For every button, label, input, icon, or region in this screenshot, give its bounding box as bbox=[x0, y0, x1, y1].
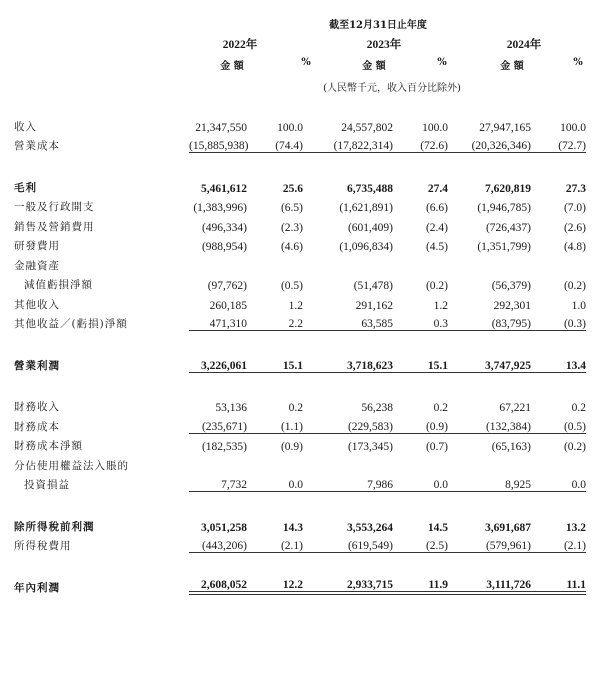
percent-cell bbox=[531, 134, 586, 154]
amount-header-2023: 金 額 bbox=[362, 61, 386, 72]
table-row bbox=[14, 134, 586, 154]
percent-cell bbox=[247, 414, 303, 434]
amount-cell bbox=[448, 414, 531, 434]
cell-value: 14.5 bbox=[427, 521, 448, 534]
cell-value: (0.2) bbox=[425, 280, 448, 292]
amount-cell bbox=[189, 195, 247, 215]
cell-value: (20,326,346) bbox=[448, 140, 531, 153]
percent-cell bbox=[393, 253, 448, 273]
percent-cell bbox=[393, 434, 448, 454]
cell-value: 3,718,623 bbox=[303, 360, 393, 373]
amount-cell bbox=[189, 114, 247, 134]
row-label: 所得稅費用 bbox=[14, 540, 72, 552]
row-label: 一般及行政開支 bbox=[14, 201, 95, 213]
unit-note: (人民幣千元，收入百分比除外) bbox=[323, 83, 461, 94]
amount-cell bbox=[448, 353, 531, 373]
table-row bbox=[14, 273, 586, 293]
spacer-cell bbox=[14, 553, 586, 575]
cell-value: 0.0 bbox=[247, 479, 303, 492]
percent-cell bbox=[393, 395, 448, 415]
amount-cell bbox=[303, 134, 393, 154]
percent-cell bbox=[393, 214, 448, 234]
cell-value: 291,162 bbox=[355, 299, 393, 312]
amount-cell bbox=[448, 534, 531, 554]
percent-cell bbox=[247, 195, 303, 215]
cell-value: 0.0 bbox=[531, 479, 586, 492]
percent-cell bbox=[531, 214, 586, 234]
percent-cell bbox=[247, 434, 303, 454]
percent-cell bbox=[531, 453, 586, 473]
cell-value: (0.7) bbox=[425, 441, 448, 453]
cell-value: (65,163) bbox=[491, 441, 531, 453]
cell-value: 14.3 bbox=[282, 521, 303, 534]
cell-value: (132,384) bbox=[448, 421, 531, 434]
cell-value: (72.6) bbox=[393, 140, 448, 153]
percent-cell bbox=[247, 312, 303, 332]
cell-value: (0.2) bbox=[563, 441, 586, 453]
amount-cell bbox=[303, 514, 393, 534]
row-label: 金融資產 bbox=[14, 259, 60, 272]
percent-cell bbox=[247, 514, 303, 534]
amount-cell bbox=[448, 175, 531, 195]
pct-header-2024: % bbox=[573, 57, 583, 68]
percent-cell bbox=[531, 473, 586, 493]
cell-value: (51,478) bbox=[353, 280, 393, 292]
cell-value: (2.6) bbox=[563, 221, 586, 234]
table-row bbox=[14, 195, 586, 215]
cell-value: 1.0 bbox=[571, 299, 586, 312]
row-label: 財務收入 bbox=[14, 401, 60, 413]
percent-cell bbox=[531, 114, 586, 134]
cell-value: 7,620,819 bbox=[485, 182, 531, 195]
cell-value: (1,383,996) bbox=[193, 202, 247, 214]
percent-cell bbox=[531, 175, 586, 195]
cell-value: (0.5) bbox=[531, 421, 586, 434]
percent-cell bbox=[531, 534, 586, 554]
year-header-2023: 2023年 bbox=[366, 39, 402, 51]
amount-cell bbox=[448, 253, 531, 273]
percent-cell bbox=[531, 414, 586, 434]
cell-value: (726,437) bbox=[485, 221, 531, 234]
row-label: 年內利潤 bbox=[14, 581, 60, 594]
amount-cell bbox=[448, 234, 531, 254]
cell-value: (1,351,799) bbox=[477, 241, 531, 253]
amount-cell bbox=[303, 114, 393, 134]
cell-value: (72.7) bbox=[531, 140, 586, 153]
percent-cell bbox=[531, 434, 586, 454]
cell-value: (496,334) bbox=[201, 221, 247, 234]
percent-cell bbox=[393, 114, 448, 134]
cell-value: (1,096,834) bbox=[339, 241, 393, 253]
percent-cell bbox=[393, 175, 448, 195]
cell-value: 8,925 bbox=[448, 479, 531, 492]
percent-cell bbox=[531, 273, 586, 293]
cell-value: 1.2 bbox=[288, 299, 303, 312]
amount-cell bbox=[448, 514, 531, 534]
cell-value: (2.4) bbox=[425, 221, 448, 234]
table-row bbox=[14, 292, 586, 312]
amount-cell bbox=[303, 434, 393, 454]
percent-cell bbox=[531, 514, 586, 534]
period-header: 截至12月31日止年度 bbox=[329, 20, 427, 31]
cell-value: 3,226,061 bbox=[189, 360, 247, 373]
table-row bbox=[14, 312, 586, 332]
pct-header-2023: % bbox=[437, 57, 447, 68]
cell-value: 292,301 bbox=[493, 299, 531, 312]
cell-value: (83,795) bbox=[448, 318, 531, 331]
cell-value: (601,409) bbox=[347, 221, 393, 234]
percent-cell bbox=[393, 575, 448, 595]
amount-cell bbox=[189, 214, 247, 234]
cell-value: (15,885,938) bbox=[189, 140, 249, 152]
amount-cell bbox=[303, 453, 393, 473]
amount-cell bbox=[448, 473, 531, 493]
cell-value: (988,954) bbox=[201, 241, 247, 253]
cell-value: 7,732 bbox=[189, 479, 247, 492]
percent-cell bbox=[531, 353, 586, 373]
percent-cell bbox=[531, 292, 586, 312]
percent-cell bbox=[393, 473, 448, 493]
cell-value: (235,671) bbox=[189, 421, 247, 434]
percent-cell bbox=[247, 253, 303, 273]
percent-cell bbox=[247, 395, 303, 415]
cell-value: (2.5) bbox=[393, 540, 448, 553]
amount-cell bbox=[303, 195, 393, 215]
table-row bbox=[14, 234, 586, 254]
amount-cell bbox=[189, 253, 247, 273]
cell-value: (1,946,785) bbox=[477, 202, 531, 214]
cell-value: (2.1) bbox=[531, 540, 586, 553]
amount-cell bbox=[189, 234, 247, 254]
amount-cell bbox=[303, 575, 393, 595]
percent-cell bbox=[247, 273, 303, 293]
cell-value: 0.2 bbox=[433, 402, 448, 414]
percent-cell bbox=[247, 175, 303, 195]
cell-value: 24,557,802 bbox=[341, 121, 393, 134]
percent-cell bbox=[393, 353, 448, 373]
row-label: 銷售及營銷費用 bbox=[14, 220, 95, 233]
cell-value: (0.2) bbox=[563, 280, 586, 292]
cell-value: (0.9) bbox=[393, 421, 448, 434]
cell-value: 3,747,925 bbox=[448, 360, 531, 373]
amount-cell bbox=[448, 312, 531, 332]
cell-value: (74.4) bbox=[247, 140, 303, 153]
cell-value: 15.1 bbox=[393, 360, 448, 373]
row-label: 減值虧損淨額 bbox=[24, 279, 93, 291]
spacer-row bbox=[14, 331, 586, 353]
amount-cell bbox=[448, 134, 531, 154]
cell-value: 63,585 bbox=[303, 318, 393, 331]
cell-value: (6.5) bbox=[280, 202, 303, 214]
percent-cell bbox=[393, 534, 448, 554]
amount-cell bbox=[189, 575, 247, 595]
percent-cell bbox=[247, 575, 303, 595]
pct-header-2022: % bbox=[301, 57, 311, 68]
amount-cell bbox=[189, 453, 247, 473]
amount-cell bbox=[448, 434, 531, 454]
percent-cell bbox=[247, 534, 303, 554]
table-row bbox=[14, 534, 586, 554]
amount-cell bbox=[303, 292, 393, 312]
cell-value: 471,310 bbox=[189, 318, 247, 331]
amount-cell bbox=[303, 175, 393, 195]
row-label: 投資損益 bbox=[24, 479, 70, 491]
row-label: 分佔使用權益法入賬的 bbox=[14, 459, 129, 472]
cell-value: 53,136 bbox=[215, 402, 247, 414]
cell-value: 27.4 bbox=[427, 182, 448, 195]
amount-cell bbox=[448, 292, 531, 312]
cell-value: 0.3 bbox=[393, 318, 448, 331]
cell-value: (229,583) bbox=[303, 421, 393, 434]
cell-value: (579,961) bbox=[448, 540, 531, 553]
spacer-row bbox=[14, 553, 586, 575]
percent-cell bbox=[531, 395, 586, 415]
cell-value: 7,986 bbox=[303, 479, 393, 492]
amount-cell bbox=[448, 195, 531, 215]
percent-cell bbox=[531, 253, 586, 273]
table-row bbox=[14, 395, 586, 415]
percent-cell bbox=[531, 195, 586, 215]
spacer-row bbox=[14, 492, 586, 514]
amount-cell bbox=[303, 214, 393, 234]
year-header-2022: 2022年 bbox=[222, 39, 258, 51]
amount-cell bbox=[303, 234, 393, 254]
income-statement-table bbox=[14, 114, 586, 595]
cell-value: 2,608,052 bbox=[189, 579, 247, 595]
amount-cell bbox=[448, 273, 531, 293]
percent-cell bbox=[393, 292, 448, 312]
spacer-row bbox=[14, 153, 586, 175]
amount-cell bbox=[448, 114, 531, 134]
amount-header-2024: 金 額 bbox=[500, 61, 524, 72]
cell-value: (0.9) bbox=[280, 441, 303, 453]
row-label: 毛利 bbox=[14, 181, 37, 194]
percent-cell bbox=[393, 273, 448, 293]
cell-value: 12.2 bbox=[247, 579, 303, 595]
amount-cell bbox=[303, 414, 393, 434]
cell-value: 100.0 bbox=[277, 121, 303, 134]
percent-cell bbox=[247, 473, 303, 493]
cell-value: (173,345) bbox=[347, 441, 393, 453]
amount-cell bbox=[189, 473, 247, 493]
cell-value: 21,347,550 bbox=[195, 121, 247, 134]
amount-cell bbox=[303, 353, 393, 373]
percent-cell bbox=[393, 134, 448, 154]
row-label: 營業成本 bbox=[14, 140, 60, 152]
amount-cell bbox=[189, 273, 247, 293]
amount-cell bbox=[303, 473, 393, 493]
amount-cell bbox=[189, 175, 247, 195]
cell-value: (56,379) bbox=[491, 280, 531, 292]
cell-value: (0.3) bbox=[531, 318, 586, 331]
row-label: 其他收益／(虧損)淨額 bbox=[14, 318, 128, 330]
cell-value: 3,051,258 bbox=[201, 521, 247, 534]
cell-value: 6,735,488 bbox=[347, 182, 393, 195]
amount-cell bbox=[448, 453, 531, 473]
spacer-cell bbox=[14, 373, 586, 395]
percent-cell bbox=[531, 575, 586, 595]
amount-cell bbox=[448, 214, 531, 234]
cell-value: 2,933,715 bbox=[303, 579, 393, 595]
cell-value: (1.1) bbox=[247, 421, 303, 434]
percent-cell bbox=[531, 234, 586, 254]
percent-cell bbox=[247, 134, 303, 154]
cell-value: 11.1 bbox=[531, 579, 586, 595]
percent-cell bbox=[393, 414, 448, 434]
table-row bbox=[14, 175, 586, 195]
percent-cell bbox=[393, 453, 448, 473]
year-header-2024: 2024年 bbox=[506, 39, 542, 51]
table-row bbox=[14, 353, 586, 373]
cell-value: 0.2 bbox=[288, 402, 303, 414]
cell-value: (97,762) bbox=[207, 280, 247, 292]
row-label: 財務成本 bbox=[14, 420, 60, 433]
percent-cell bbox=[247, 114, 303, 134]
table-row bbox=[14, 114, 586, 134]
cell-value: 260,185 bbox=[209, 299, 247, 312]
percent-cell bbox=[393, 312, 448, 332]
percent-cell bbox=[393, 514, 448, 534]
row-label: 其他收入 bbox=[14, 298, 60, 311]
percent-cell bbox=[247, 292, 303, 312]
amount-cell bbox=[189, 134, 247, 154]
amount-cell bbox=[189, 353, 247, 373]
cell-value: (2.3) bbox=[280, 221, 303, 234]
amount-cell bbox=[189, 534, 247, 554]
table-row bbox=[14, 575, 586, 595]
amount-cell bbox=[303, 395, 393, 415]
cell-value: (17,822,314) bbox=[303, 140, 393, 153]
cell-value: 5,461,612 bbox=[201, 182, 247, 195]
spacer-cell bbox=[14, 331, 586, 353]
amount-header-2022: 金 額 bbox=[220, 61, 244, 72]
row-label: 財務成本淨額 bbox=[14, 440, 83, 452]
percent-cell bbox=[247, 214, 303, 234]
amount-cell bbox=[303, 312, 393, 332]
table-row bbox=[14, 434, 586, 454]
amount-cell bbox=[189, 395, 247, 415]
amount-cell bbox=[448, 575, 531, 595]
amount-cell bbox=[448, 395, 531, 415]
amount-cell bbox=[303, 253, 393, 273]
cell-value: (2.1) bbox=[247, 540, 303, 553]
cell-value: (7.0) bbox=[563, 202, 586, 214]
amount-cell bbox=[189, 312, 247, 332]
percent-cell bbox=[393, 195, 448, 215]
amount-cell bbox=[189, 434, 247, 454]
table-row bbox=[14, 453, 586, 473]
percent-cell bbox=[247, 353, 303, 373]
cell-value: (619,549) bbox=[303, 540, 393, 553]
cell-value: (4.6) bbox=[280, 241, 303, 253]
percent-cell bbox=[531, 312, 586, 332]
cell-value: 56,238 bbox=[361, 402, 393, 414]
cell-value: 0.2 bbox=[571, 402, 586, 414]
cell-value: (4.8) bbox=[563, 241, 586, 253]
cell-value: 13.4 bbox=[531, 360, 586, 373]
cell-value: 27.3 bbox=[565, 182, 586, 195]
cell-value: 25.6 bbox=[282, 182, 303, 195]
cell-value: 11.9 bbox=[393, 579, 448, 595]
spacer-cell bbox=[14, 153, 586, 175]
amount-cell bbox=[189, 514, 247, 534]
spacer-cell bbox=[14, 492, 586, 514]
cell-value: 3,111,726 bbox=[448, 579, 531, 595]
cell-value: (443,206) bbox=[189, 540, 247, 553]
cell-value: 3,691,687 bbox=[485, 521, 531, 534]
percent-cell bbox=[247, 234, 303, 254]
cell-value: 27,947,165 bbox=[479, 121, 531, 134]
table-row bbox=[14, 253, 586, 273]
cell-value: 0.0 bbox=[393, 479, 448, 492]
cell-value: 100.0 bbox=[560, 121, 586, 134]
amount-cell bbox=[189, 292, 247, 312]
cell-value: 15.1 bbox=[247, 360, 303, 373]
cell-value: (182,535) bbox=[201, 441, 247, 453]
amount-cell bbox=[189, 414, 247, 434]
row-label: 營業利潤 bbox=[14, 359, 60, 372]
cell-value: (1,621,891) bbox=[339, 202, 393, 214]
table-row bbox=[14, 473, 586, 493]
cell-value: 3,553,264 bbox=[347, 521, 393, 534]
percent-cell bbox=[393, 234, 448, 254]
cell-value: (6.6) bbox=[425, 202, 448, 214]
table-row bbox=[14, 414, 586, 434]
amount-cell bbox=[303, 534, 393, 554]
cell-value: 2.2 bbox=[247, 318, 303, 331]
cell-value: 13.2 bbox=[565, 521, 586, 534]
cell-value: 67,221 bbox=[499, 402, 531, 414]
cell-value: 1.2 bbox=[433, 299, 448, 312]
table-row bbox=[14, 514, 586, 534]
percent-cell bbox=[247, 453, 303, 473]
table-row bbox=[14, 214, 586, 234]
row-label: 除所得稅前利潤 bbox=[14, 520, 95, 533]
row-label: 研發費用 bbox=[14, 240, 60, 252]
cell-value: 100.0 bbox=[422, 121, 448, 134]
amount-cell bbox=[303, 273, 393, 293]
spacer-row bbox=[14, 373, 586, 395]
cell-value: (0.5) bbox=[280, 280, 303, 292]
cell-value: (4.5) bbox=[425, 241, 448, 253]
row-label: 收入 bbox=[14, 120, 37, 133]
